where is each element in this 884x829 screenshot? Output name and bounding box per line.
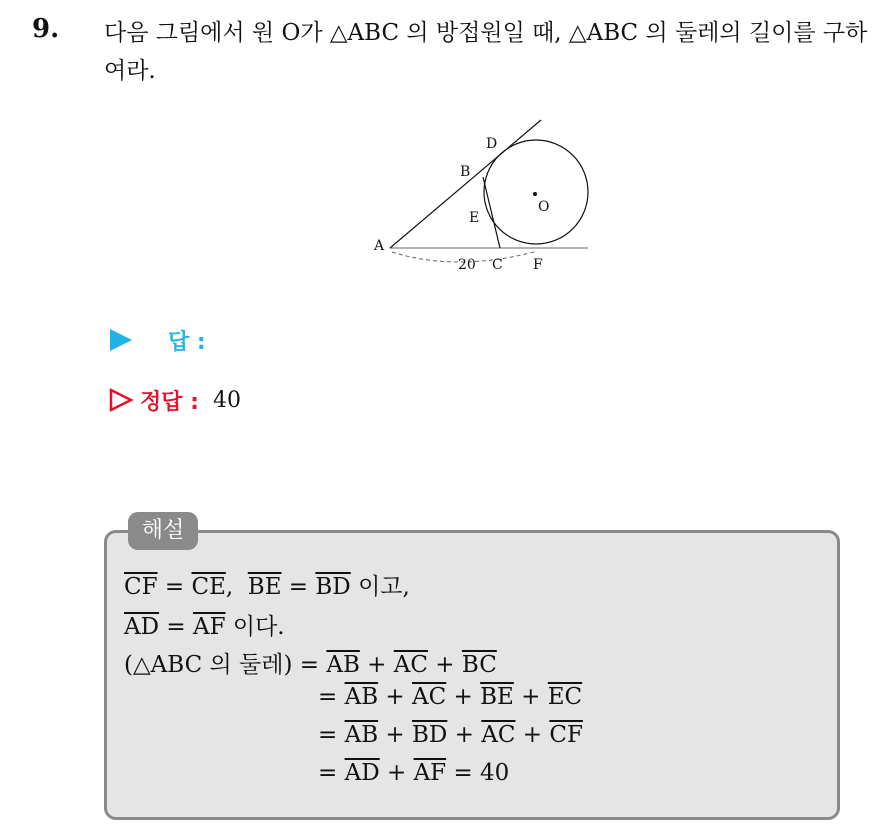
segment-ab: $\overline{AB}$: [326, 652, 360, 678]
segment-ec: $\overline{EC}$: [547, 684, 583, 710]
label-b: B: [460, 164, 471, 180]
label-d: D: [486, 136, 498, 152]
segment-af: $\overline{AF}$: [192, 614, 226, 640]
solution-line-2: $\overline{AD} = \overline{AF}$ 이다.: [124, 614, 285, 640]
geometry-figure: [366, 112, 596, 280]
question-text: 다음 그림에서 원 O가 △ABC 의 방접원일 때, △ABC 의 둘레의 길이를 구하여라.: [104, 20, 868, 84]
segment-ad: $\overline{AD}$: [344, 760, 380, 786]
outline-triangle-icon: [108, 387, 134, 413]
label-o: O: [538, 199, 550, 215]
solution-line-6: = $\overline{AD} + \overline{AF} = 40$: [318, 760, 510, 786]
segment-ab: $\overline{AB}$: [344, 684, 379, 710]
label-e: E: [469, 210, 480, 226]
segment-af: $\overline{AF}$: [413, 760, 447, 786]
solution-line-4: = $\overline{AB} + \overline{AC} + \overline{BE} + \overline{EC}$: [318, 684, 583, 710]
segment-bc: $\overline{BC}$: [461, 652, 497, 678]
segment-be: $\overline{BE}$: [247, 574, 282, 600]
solution-line-2-tail: 이다.: [232, 614, 285, 640]
correct-answer-row: [108, 382, 241, 418]
solution-line-1: $\overline{CF} = \overline{CE}$, $\overline{BE} = \overline{BD}$ 이고,: [124, 574, 410, 600]
correct-answer-value: 40: [212, 387, 241, 413]
perimeter-lead: (△ABC 의 둘레): [124, 652, 293, 678]
segment-bc: [483, 177, 500, 248]
segment-bd: $\overline{BD}$: [315, 574, 351, 600]
tangent-line-ad: [390, 120, 541, 248]
solution-line-5: = $\overline{AB} + \overline{BD} + \overline{AC} + \overline{CF}$: [318, 722, 583, 748]
segment-ac: $\overline{AC}$: [393, 652, 428, 678]
segment-cf: $\overline{CF}$: [549, 722, 583, 748]
label-c: C: [492, 257, 503, 273]
segment-ac: $\overline{AC}$: [481, 722, 516, 748]
excircle-o: [484, 140, 588, 244]
question-number: 9.: [32, 14, 60, 44]
segment-ad: $\overline{AD}$: [124, 614, 160, 640]
segment-cf: $\overline{CF}$: [124, 574, 158, 600]
solution-tag: 해설: [128, 512, 198, 550]
segment-be: $\overline{BE}$: [480, 684, 514, 710]
label-f: F: [533, 257, 543, 273]
solution-line-1-tail: 이고,: [358, 574, 410, 600]
solution-line-3: (△ABC 의 둘레) = $\overline{AB} + \overline{AC} + \overline{BC}$: [124, 652, 497, 678]
answer-row: [108, 322, 206, 358]
correct-answer-label: 정답 :: [140, 389, 199, 415]
segment-ac: $\overline{AC}$: [412, 684, 447, 710]
perimeter-result: 40: [480, 760, 510, 786]
label-a: A: [374, 238, 385, 254]
segment-ab: $\overline{AB}$: [344, 722, 379, 748]
length-label: 20: [458, 257, 476, 273]
segment-bd: $\overline{BD}$: [412, 722, 448, 748]
answer-label: 답 :: [168, 329, 206, 355]
center-o-dot: [533, 192, 537, 196]
segment-ce: $\overline{CE}$: [191, 574, 226, 600]
play-triangle-icon: [108, 327, 134, 353]
